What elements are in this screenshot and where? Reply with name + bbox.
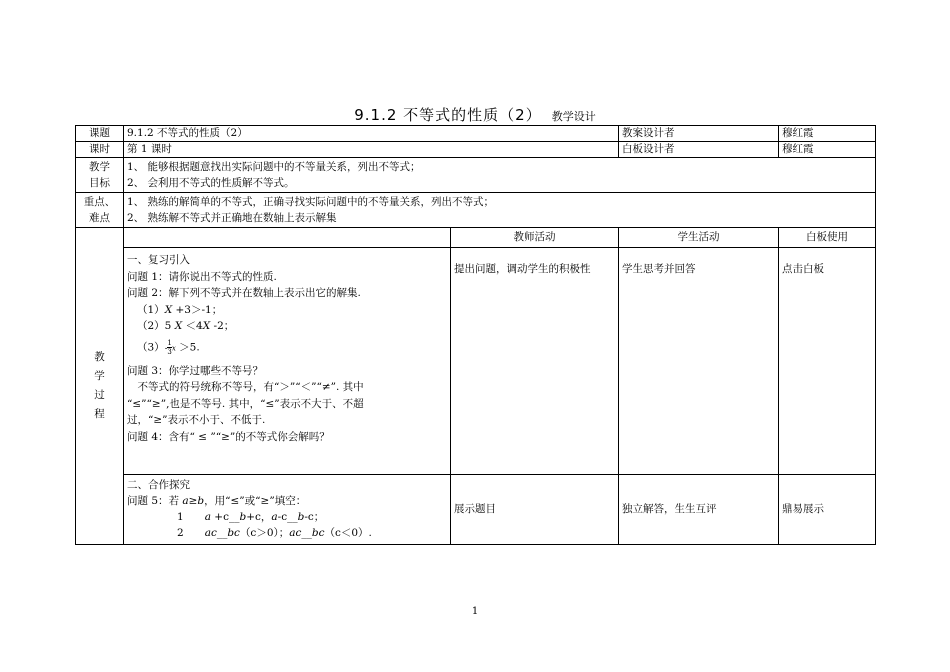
label-process: 教 学 过 程 [76,228,124,545]
row-section-2 [76,475,876,545]
section1-board-usage: 点击白板 [779,248,876,475]
row-section-1 [76,248,876,475]
label-goals: 教学 目标 [76,158,124,193]
section2-teacher-activity: 展示题目 [451,475,619,545]
paragraph-line: 过，“≥”表示不小于、不低于. [127,414,266,426]
section2-board-usage: 鼎易展示 [779,475,876,545]
title-sub: 教学设计 [551,110,596,123]
row-process-headers [76,228,876,248]
hours-value: 第 1 课时 [124,142,619,158]
exercise-1: （1）X +3＞-1； [137,303,223,316]
section1-student-activity: 学生思考并回答 [619,248,779,475]
row-goals [76,158,876,193]
designer-value: 穆红霞 [779,126,876,142]
label-designer: 教案设计者 [619,126,779,142]
header-board: 白板使用 [779,228,876,248]
header-teacher: 教师活动 [451,228,619,248]
topic-value: 9.1.2 不等式的性质（2） [124,126,619,142]
section2-student-activity: 独立解答，生生互评 [619,475,779,545]
section2-heading: 二、合作探究 [127,479,190,491]
section1-heading: 一、复习引入 [127,254,190,266]
exercise-3: （3）- $\frac{1}{3}$ x ＞5. [137,338,200,356]
paragraph-line: 不等式的符号统称不等号，有“＞”“＜”“≠”. 其中 [127,381,364,393]
question-2: 问题 2：解下列不等式并在数轴上表示出它的解集. [127,287,361,299]
fraction-one-third: $\frac{1}{3}$ [167,338,172,356]
document-title [0,104,950,125]
keypoints-content [124,193,876,228]
section1-teacher-activity: 提出问题，调动学生的积极性 [451,248,619,475]
keypoint-item: 1、 熟练的解简单的不等式，正确寻找实际问题中的不等量关系，列出不等式； [127,196,495,208]
exercise-2: （2）5 X ＜4X -2； [137,320,235,332]
header-student: 学生活动 [619,228,779,248]
row-topic [76,126,876,142]
row-hours [76,142,876,158]
lesson-plan-table [75,125,876,545]
row-keypoints [76,193,876,228]
board-designer-value: 穆红霞 [779,142,876,158]
label-topic: 课题 [76,126,124,142]
fill-line-2: 2 ac__bc（c＞0）；ac__bc（c＜0）. [177,527,372,539]
label-hours: 课时 [76,142,124,158]
question-4: 问题 4：含有“ ≤ ”“≥”的不等式你会解吗？ [127,430,330,443]
header-content [124,228,451,248]
question-3: 问题 3：你学过哪些不等号？ [127,364,264,377]
label-board-designer: 白板设计者 [619,142,779,158]
goal-item: 2、 会利用不等式的性质解不等式。 [127,177,295,189]
section1-content [124,248,451,475]
fill-line-1: 1 a +c__b+c，a-c__b-c； [177,511,325,523]
label-keypoints: 重点、 难点 [76,193,124,228]
question-1: 问题 1：请你说出不等式的性质. [127,270,277,283]
section2-content [124,475,451,545]
title-main: 9.1.2 不等式的性质（2） [354,106,542,124]
goal-item: 1、 能够根据题意找出实际问题中的不等量关系，列出不等式； [127,161,421,173]
paragraph-line: “≤”“≥”,也是不等号. 其中，“≤”表示不大于、不超 [127,397,364,410]
keypoint-item: 2、 熟练解不等式并正确地在数轴上表示解集 [127,212,337,224]
page-number: 1 [471,606,479,617]
question-5: 问题 5：若 a≥b，用“≤”或“≥”填空： [127,495,307,507]
goals-content [124,158,876,193]
